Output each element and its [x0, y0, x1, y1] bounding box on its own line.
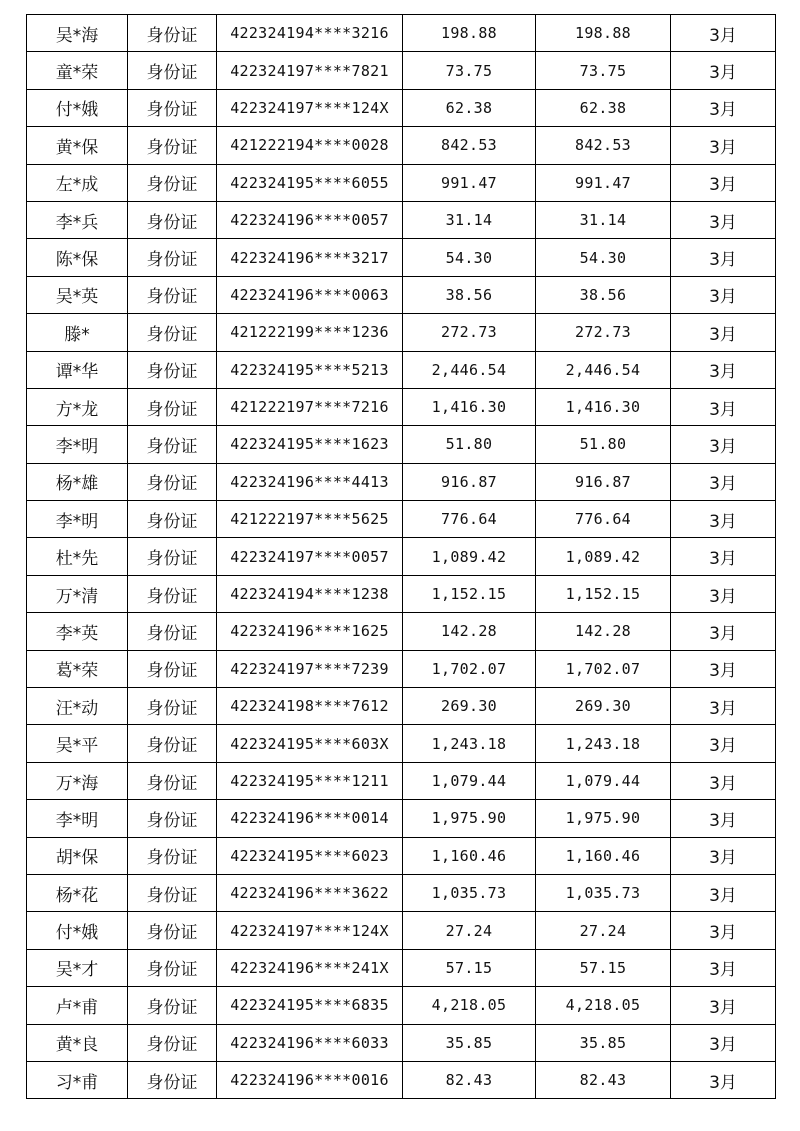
amount-paid-cell: 38.56 — [536, 276, 671, 313]
id-type-cell: 身份证 — [128, 426, 217, 463]
id-type-cell: 身份证 — [128, 688, 217, 725]
id-type-cell: 身份证 — [128, 314, 217, 351]
id-type-cell: 身份证 — [128, 15, 217, 52]
month-cell: 3月 — [671, 15, 776, 52]
amount-cell: 198.88 — [403, 15, 536, 52]
amount-cell: 73.75 — [403, 52, 536, 89]
name-cell: 李*明 — [27, 800, 128, 837]
name-cell: 葛*荣 — [27, 650, 128, 687]
id-number-cell: 422324195****603X — [217, 725, 403, 762]
name-cell: 万*清 — [27, 575, 128, 612]
amount-cell: 1,035.73 — [403, 874, 536, 911]
month-cell: 3月 — [671, 874, 776, 911]
table-body — [27, 15, 776, 1099]
amount-cell: 54.30 — [403, 239, 536, 276]
month-cell: 3月 — [671, 912, 776, 949]
id-type-cell: 身份证 — [128, 987, 217, 1024]
id-number-cell: 422324196****3622 — [217, 874, 403, 911]
name-cell: 杨*雄 — [27, 463, 128, 500]
month-cell: 3月 — [671, 800, 776, 837]
name-cell: 黄*保 — [27, 127, 128, 164]
month-cell: 3月 — [671, 276, 776, 313]
id-number-cell: 422324195****1623 — [217, 426, 403, 463]
amount-paid-cell: 27.24 — [536, 912, 671, 949]
name-cell: 黄*良 — [27, 1024, 128, 1061]
table-row — [27, 613, 776, 650]
id-type-cell: 身份证 — [128, 650, 217, 687]
id-type-cell: 身份证 — [128, 1024, 217, 1061]
name-cell: 吴*英 — [27, 276, 128, 313]
table-row — [27, 15, 776, 52]
month-cell: 3月 — [671, 688, 776, 725]
amount-paid-cell: 198.88 — [536, 15, 671, 52]
id-type-cell: 身份证 — [128, 276, 217, 313]
id-number-cell: 422324197****124X — [217, 912, 403, 949]
amount-cell: 142.28 — [403, 613, 536, 650]
id-number-cell: 422324197****7239 — [217, 650, 403, 687]
name-cell: 李*明 — [27, 426, 128, 463]
month-cell: 3月 — [671, 164, 776, 201]
amount-paid-cell: 1,975.90 — [536, 800, 671, 837]
name-cell: 童*荣 — [27, 52, 128, 89]
table-row — [27, 201, 776, 238]
amount-cell: 27.24 — [403, 912, 536, 949]
amount-cell: 62.38 — [403, 89, 536, 126]
amount-cell: 38.56 — [403, 276, 536, 313]
table-row — [27, 725, 776, 762]
amount-cell: 776.64 — [403, 501, 536, 538]
id-number-cell: 422324198****7612 — [217, 688, 403, 725]
amount-cell: 82.43 — [403, 1061, 536, 1098]
id-type-cell: 身份证 — [128, 725, 217, 762]
table-row — [27, 912, 776, 949]
table-row — [27, 1024, 776, 1061]
amount-paid-cell: 272.73 — [536, 314, 671, 351]
id-number-cell: 422324197****7821 — [217, 52, 403, 89]
amount-paid-cell: 54.30 — [536, 239, 671, 276]
table-row — [27, 426, 776, 463]
amount-cell: 51.80 — [403, 426, 536, 463]
amount-paid-cell: 35.85 — [536, 1024, 671, 1061]
id-number-cell: 422324196****0057 — [217, 201, 403, 238]
amount-paid-cell: 73.75 — [536, 52, 671, 89]
amount-paid-cell: 1,079.44 — [536, 762, 671, 799]
amount-cell: 991.47 — [403, 164, 536, 201]
amount-paid-cell: 1,160.46 — [536, 837, 671, 874]
name-cell: 李*明 — [27, 501, 128, 538]
id-type-cell: 身份证 — [128, 613, 217, 650]
amount-paid-cell: 776.64 — [536, 501, 671, 538]
id-type-cell: 身份证 — [128, 1061, 217, 1098]
month-cell: 3月 — [671, 201, 776, 238]
amount-paid-cell: 1,089.42 — [536, 538, 671, 575]
id-number-cell: 422324196****0014 — [217, 800, 403, 837]
id-type-cell: 身份证 — [128, 538, 217, 575]
month-cell: 3月 — [671, 1061, 776, 1098]
table-row — [27, 127, 776, 164]
month-cell: 3月 — [671, 725, 776, 762]
payment-table — [26, 14, 776, 1099]
name-cell: 吴*平 — [27, 725, 128, 762]
id-type-cell: 身份证 — [128, 874, 217, 911]
id-type-cell: 身份证 — [128, 388, 217, 425]
amount-paid-cell: 2,446.54 — [536, 351, 671, 388]
amount-paid-cell: 1,152.15 — [536, 575, 671, 612]
month-cell: 3月 — [671, 426, 776, 463]
amount-cell: 1,089.42 — [403, 538, 536, 575]
month-cell: 3月 — [671, 52, 776, 89]
id-number-cell: 422324196****0063 — [217, 276, 403, 313]
table-row — [27, 52, 776, 89]
id-type-cell: 身份证 — [128, 239, 217, 276]
id-type-cell: 身份证 — [128, 89, 217, 126]
table-row — [27, 164, 776, 201]
name-cell: 吴*海 — [27, 15, 128, 52]
amount-paid-cell: 142.28 — [536, 613, 671, 650]
name-cell: 杨*花 — [27, 874, 128, 911]
table-row — [27, 987, 776, 1024]
month-cell: 3月 — [671, 89, 776, 126]
table-row — [27, 501, 776, 538]
table-row — [27, 1061, 776, 1098]
amount-paid-cell: 1,416.30 — [536, 388, 671, 425]
month-cell: 3月 — [671, 987, 776, 1024]
id-number-cell: 422324195****5213 — [217, 351, 403, 388]
amount-paid-cell: 1,702.07 — [536, 650, 671, 687]
month-cell: 3月 — [671, 650, 776, 687]
amount-cell: 269.30 — [403, 688, 536, 725]
name-cell: 李*英 — [27, 613, 128, 650]
id-number-cell: 422324196****4413 — [217, 463, 403, 500]
amount-paid-cell: 51.80 — [536, 426, 671, 463]
id-number-cell: 422324195****6023 — [217, 837, 403, 874]
name-cell: 滕* — [27, 314, 128, 351]
month-cell: 3月 — [671, 575, 776, 612]
month-cell: 3月 — [671, 949, 776, 986]
table-row — [27, 314, 776, 351]
id-number-cell: 422324196****3217 — [217, 239, 403, 276]
id-number-cell: 422324195****6835 — [217, 987, 403, 1024]
amount-paid-cell: 82.43 — [536, 1061, 671, 1098]
table-row — [27, 949, 776, 986]
month-cell: 3月 — [671, 538, 776, 575]
id-type-cell: 身份证 — [128, 575, 217, 612]
name-cell: 谭*华 — [27, 351, 128, 388]
month-cell: 3月 — [671, 1024, 776, 1061]
id-number-cell: 422324197****0057 — [217, 538, 403, 575]
amount-cell: 1,243.18 — [403, 725, 536, 762]
amount-paid-cell: 991.47 — [536, 164, 671, 201]
name-cell: 陈*保 — [27, 239, 128, 276]
table-row — [27, 650, 776, 687]
id-type-cell: 身份证 — [128, 127, 217, 164]
id-type-cell: 身份证 — [128, 201, 217, 238]
amount-cell: 35.85 — [403, 1024, 536, 1061]
table-row — [27, 688, 776, 725]
month-cell: 3月 — [671, 762, 776, 799]
amount-paid-cell: 57.15 — [536, 949, 671, 986]
amount-cell: 1,160.46 — [403, 837, 536, 874]
id-number-cell: 422324195****6055 — [217, 164, 403, 201]
month-cell: 3月 — [671, 314, 776, 351]
table-row — [27, 575, 776, 612]
id-type-cell: 身份证 — [128, 351, 217, 388]
table-row — [27, 89, 776, 126]
amount-cell: 1,152.15 — [403, 575, 536, 612]
name-cell: 卢*甫 — [27, 987, 128, 1024]
table-row — [27, 800, 776, 837]
name-cell: 付*娥 — [27, 912, 128, 949]
month-cell: 3月 — [671, 837, 776, 874]
amount-cell: 57.15 — [403, 949, 536, 986]
id-type-cell: 身份证 — [128, 463, 217, 500]
table-row — [27, 837, 776, 874]
amount-paid-cell: 842.53 — [536, 127, 671, 164]
amount-paid-cell: 4,218.05 — [536, 987, 671, 1024]
amount-paid-cell: 31.14 — [536, 201, 671, 238]
month-cell: 3月 — [671, 388, 776, 425]
id-number-cell: 422324194****1238 — [217, 575, 403, 612]
amount-cell: 1,702.07 — [403, 650, 536, 687]
table-row — [27, 351, 776, 388]
name-cell: 吴*才 — [27, 949, 128, 986]
table-row — [27, 538, 776, 575]
table-row — [27, 239, 776, 276]
month-cell: 3月 — [671, 463, 776, 500]
id-type-cell: 身份证 — [128, 52, 217, 89]
amount-cell: 272.73 — [403, 314, 536, 351]
amount-cell: 842.53 — [403, 127, 536, 164]
id-number-cell: 422324195****1211 — [217, 762, 403, 799]
id-type-cell: 身份证 — [128, 501, 217, 538]
id-number-cell: 421222199****1236 — [217, 314, 403, 351]
amount-cell: 1,416.30 — [403, 388, 536, 425]
id-type-cell: 身份证 — [128, 912, 217, 949]
month-cell: 3月 — [671, 351, 776, 388]
name-cell: 万*海 — [27, 762, 128, 799]
id-number-cell: 422324196****241X — [217, 949, 403, 986]
id-number-cell: 422324197****124X — [217, 89, 403, 126]
id-number-cell: 421222197****5625 — [217, 501, 403, 538]
table-row — [27, 276, 776, 313]
month-cell: 3月 — [671, 501, 776, 538]
amount-cell: 1,975.90 — [403, 800, 536, 837]
table-row — [27, 874, 776, 911]
name-cell: 习*甫 — [27, 1061, 128, 1098]
id-type-cell: 身份证 — [128, 949, 217, 986]
id-type-cell: 身份证 — [128, 762, 217, 799]
name-cell: 杜*先 — [27, 538, 128, 575]
amount-paid-cell: 1,243.18 — [536, 725, 671, 762]
amount-cell: 1,079.44 — [403, 762, 536, 799]
id-type-cell: 身份证 — [128, 837, 217, 874]
month-cell: 3月 — [671, 127, 776, 164]
amount-paid-cell: 1,035.73 — [536, 874, 671, 911]
id-number-cell: 422324196****1625 — [217, 613, 403, 650]
amount-paid-cell: 269.30 — [536, 688, 671, 725]
name-cell: 李*兵 — [27, 201, 128, 238]
name-cell: 方*龙 — [27, 388, 128, 425]
id-number-cell: 422324194****3216 — [217, 15, 403, 52]
name-cell: 胡*保 — [27, 837, 128, 874]
name-cell: 付*娥 — [27, 89, 128, 126]
name-cell: 左*成 — [27, 164, 128, 201]
amount-paid-cell: 916.87 — [536, 463, 671, 500]
table-row — [27, 463, 776, 500]
id-type-cell: 身份证 — [128, 164, 217, 201]
id-number-cell: 421222194****0028 — [217, 127, 403, 164]
month-cell: 3月 — [671, 239, 776, 276]
amount-cell: 4,218.05 — [403, 987, 536, 1024]
table-row — [27, 762, 776, 799]
id-type-cell: 身份证 — [128, 800, 217, 837]
amount-paid-cell: 62.38 — [536, 89, 671, 126]
amount-cell: 916.87 — [403, 463, 536, 500]
amount-cell: 31.14 — [403, 201, 536, 238]
name-cell: 汪*动 — [27, 688, 128, 725]
id-number-cell: 421222197****7216 — [217, 388, 403, 425]
id-number-cell: 422324196****0016 — [217, 1061, 403, 1098]
month-cell: 3月 — [671, 613, 776, 650]
id-number-cell: 422324196****6033 — [217, 1024, 403, 1061]
amount-cell: 2,446.54 — [403, 351, 536, 388]
table-row — [27, 388, 776, 425]
